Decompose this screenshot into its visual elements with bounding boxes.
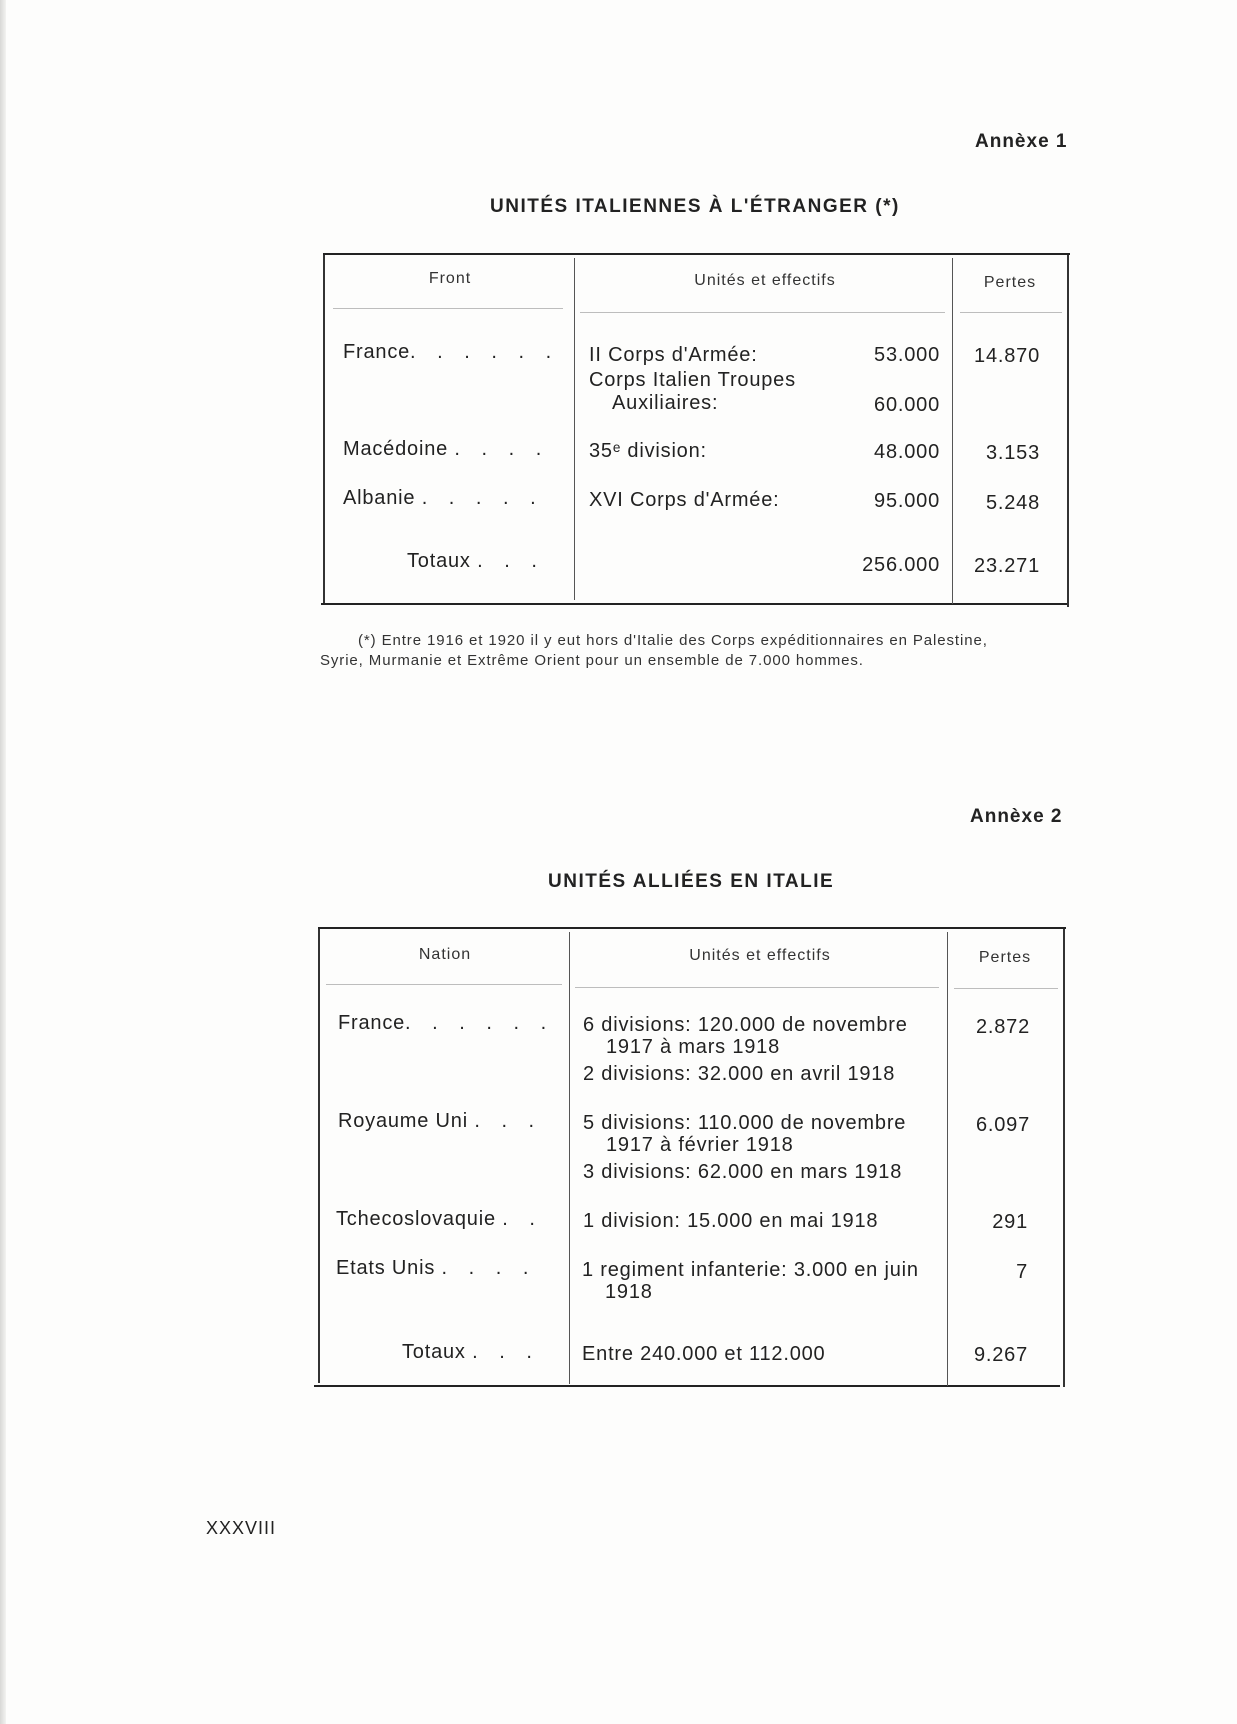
dot-leader: . . . <box>477 550 545 572</box>
totals-label: Totaux . . . <box>407 550 545 572</box>
header-units: Unités et effectifs <box>689 947 831 964</box>
unit-strength: 60.000 <box>874 394 940 416</box>
unit-line: 2 divisions: 32.000 en avril 1918 <box>583 1063 896 1085</box>
annex-1-label: Annèxe 1 <box>975 131 1068 152</box>
row-nation-name: Tchecoslovaquie . . <box>336 1208 543 1230</box>
totals-units: Entre 240.000 et 112.000 <box>582 1343 826 1365</box>
unit-label: Auxiliaires: <box>612 392 719 414</box>
row-front-name: Albanie . . . . . <box>343 487 544 509</box>
annex-1-title: UNITÉS ITALIENNES À L'ÉTRANGER (*) <box>490 196 900 217</box>
dot-leader: . . <box>502 1208 543 1230</box>
column-divider <box>947 932 948 1386</box>
column-divider <box>952 258 953 604</box>
row-losses: 7 <box>1016 1261 1028 1283</box>
row-losses: 5.248 <box>985 492 1040 514</box>
dot-leader: . . . . . . <box>410 341 560 363</box>
table-bottom-rule <box>314 1385 1060 1387</box>
unit-label: Corps Italien Troupes <box>589 369 796 391</box>
totals-strength: 256.000 <box>862 554 940 576</box>
annex-1-footnote-line-1: (*) Entre 1916 et 1920 il y eut hors d'Italie des Corps expéditionnaires en Palestine, <box>358 632 988 649</box>
column-divider <box>569 932 570 1384</box>
unit-line: 3 divisions: 62.000 en mars 1918 <box>583 1161 903 1183</box>
header-underline <box>575 987 939 988</box>
totals-losses: 23.271 <box>974 555 1040 577</box>
header-losses: Pertes <box>978 949 1032 966</box>
row-front-name: Macédoine . . . . <box>343 438 550 460</box>
dot-leader: . . . <box>474 1110 543 1132</box>
unit-strength: 95.000 <box>874 490 940 512</box>
header-units: Unités et effectifs <box>694 272 836 289</box>
header-underline <box>326 984 562 985</box>
unit-line: 1 regiment infanterie: 3.000 en juin <box>582 1259 919 1281</box>
header-underline <box>960 312 1062 313</box>
table-right-border <box>1067 255 1069 607</box>
dot-leader: . . . . <box>454 438 550 460</box>
dot-leader: . . . <box>472 1341 540 1363</box>
row-losses: 14.870 <box>974 345 1040 367</box>
header-underline <box>954 988 1058 989</box>
dot-leader: . . . . . <box>421 487 544 509</box>
header-losses: Pertes <box>983 274 1037 291</box>
page-number: XXXVIII <box>206 1518 277 1538</box>
row-nation-name: France. . . . . . <box>338 1012 555 1034</box>
row-losses: 3.153 <box>985 442 1040 464</box>
row-losses: 2.872 <box>975 1016 1030 1038</box>
row-nation-name: Etats Unis . . . . <box>336 1257 537 1279</box>
unit-line: 1 division: 15.000 en mai 1918 <box>583 1210 879 1232</box>
table-bottom-rule <box>321 603 1068 605</box>
unit-label: XVI Corps d'Armée: <box>589 489 780 511</box>
table-left-border <box>323 255 325 603</box>
unit-line: 1917 à mars 1918 <box>606 1036 781 1058</box>
row-nation-name: Royaume Uni . . . <box>338 1110 543 1132</box>
annex-2-label: Annèxe 2 <box>970 806 1063 827</box>
unit-strength: 48.000 <box>874 441 940 463</box>
unit-line: 5 divisions: 110.000 de novembre <box>583 1112 907 1134</box>
header-nation: Nation <box>418 946 472 963</box>
column-divider <box>574 258 575 600</box>
row-front-name: France. . . . . . <box>343 341 560 363</box>
table-top-rule <box>318 927 1066 929</box>
dot-leader: . . . . . . <box>405 1012 555 1034</box>
binding-edge <box>0 0 6 1724</box>
row-losses: 291 <box>992 1211 1028 1233</box>
table-right-border <box>1063 929 1065 1387</box>
annex-1-footnote-line-2: Syrie, Murmanie et Extrême Orient pour un ensemble de 7.000 hommes. <box>320 652 864 669</box>
totals-label: Totaux . . . <box>402 1341 540 1363</box>
header-underline <box>333 308 563 309</box>
unit-label: II Corps d'Armée: <box>589 344 758 366</box>
unit-label: 35ᵉ division: <box>589 440 707 462</box>
unit-line: 6 divisions: 120.000 de novembre <box>583 1014 908 1036</box>
header-front: Front <box>428 270 472 287</box>
row-losses: 6.097 <box>975 1114 1030 1136</box>
totals-losses: 9.267 <box>973 1344 1028 1366</box>
unit-strength: 53.000 <box>874 344 940 366</box>
table-left-border <box>318 929 320 1383</box>
unit-line: 1918 <box>605 1281 653 1303</box>
table-top-rule <box>323 253 1070 255</box>
header-underline <box>580 312 945 313</box>
dot-leader: . . . . <box>441 1257 537 1279</box>
unit-line: 1917 à février 1918 <box>606 1134 794 1156</box>
annex-2-title: UNITÉS ALLIÉES EN ITALIE <box>548 871 835 892</box>
